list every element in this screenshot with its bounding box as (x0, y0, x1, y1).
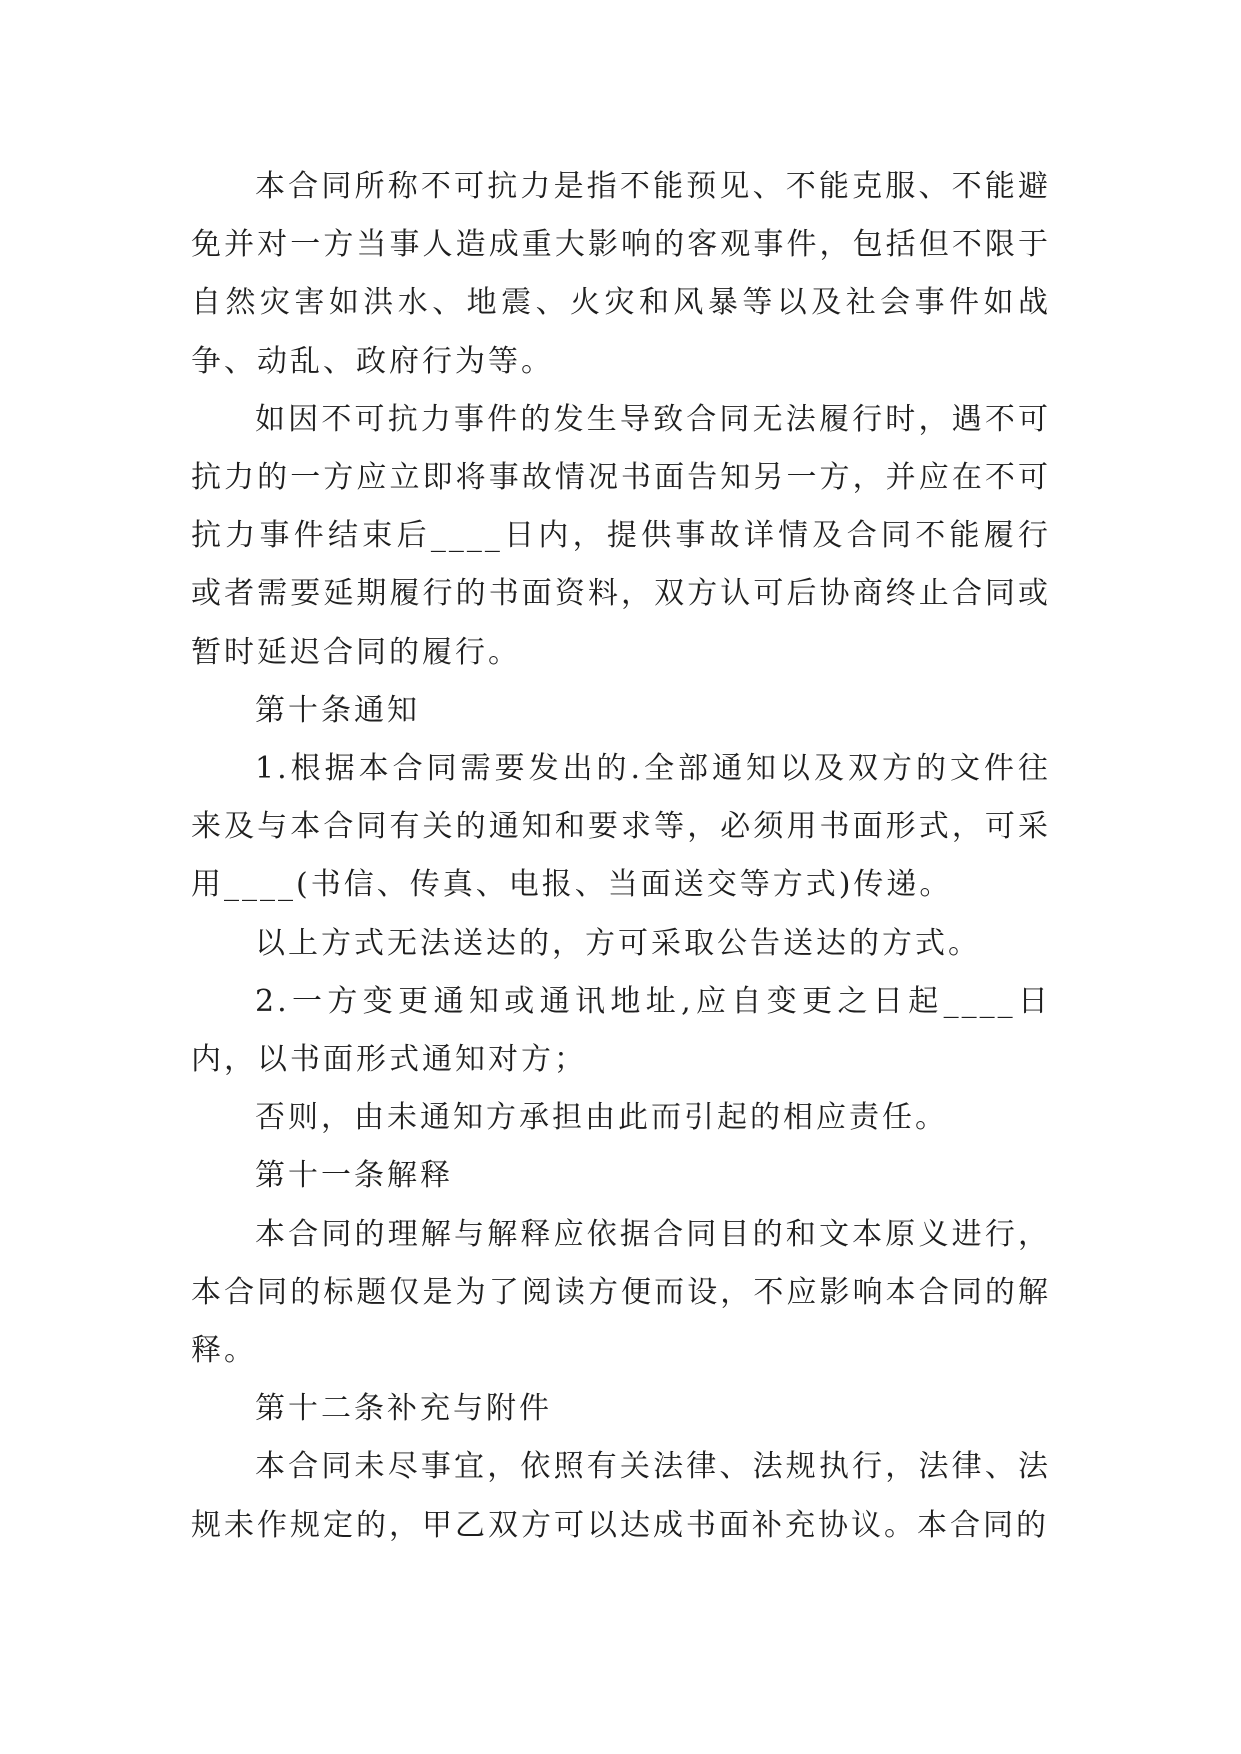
notice-clause-2-paragraph: 2.一方变更通知或通讯地址,应自变更之日起____日内，以书面形式通知对方； (191, 983, 1051, 1078)
force-majeure-notice-paragraph: 如因不可抗力事件的发生导致合同无法履行时，遇不可抗力的一方应立即将事故情况书面告知另一方，并应在不可抗力事件结束后____日内，提供事故详情及合同不能履行或者需要延期履行的书面资料，双方认可后协商终止合同或暂时延迟合同的履行。 (191, 401, 1051, 670)
interpretation-paragraph: 本合同的理解与解释应依据合同目的和文本原义进行，本合同的标题仅是为了阅读方便而设，不应影响本合同的解释。 (191, 1216, 1051, 1369)
article-11-heading: 第十一条解释 (255, 1158, 453, 1194)
article-12-heading: 第十二条补充与附件 (255, 1391, 552, 1427)
liability-paragraph: 否则，由未通知方承担由此而引起的相应责任。 (255, 1100, 948, 1136)
force-majeure-definition-paragraph: 本合同所称不可抗力是指不能预见、不能克服、不能避免并对一方当事人造成重大影响的客观事件，包括但不限于自然灾害如洪水、地震、火灾和风暴等以及社会事件如战争、动乱、政府行为等。 (191, 169, 1051, 379)
notice-clause-1-paragraph: 1.根据本合同需要发出的.全部通知以及双方的文件往来及与本合同有关的通知和要求等，必须用书面形式，可采用____(书信、传真、电报、当面送交等方式)传递。 (191, 751, 1051, 903)
document-page (191, 158, 1051, 1555)
supplement-paragraph: 本合同未尽事宜，依照有关法律、法规执行，法律、法规未作规定的，甲乙双方可以达成书面补充协议。本合同的 (191, 1449, 1051, 1543)
article-10-heading: 第十条通知 (255, 692, 420, 728)
public-notice-paragraph: 以上方式无法送达的，方可采取公告送达的方式。 (255, 925, 981, 961)
